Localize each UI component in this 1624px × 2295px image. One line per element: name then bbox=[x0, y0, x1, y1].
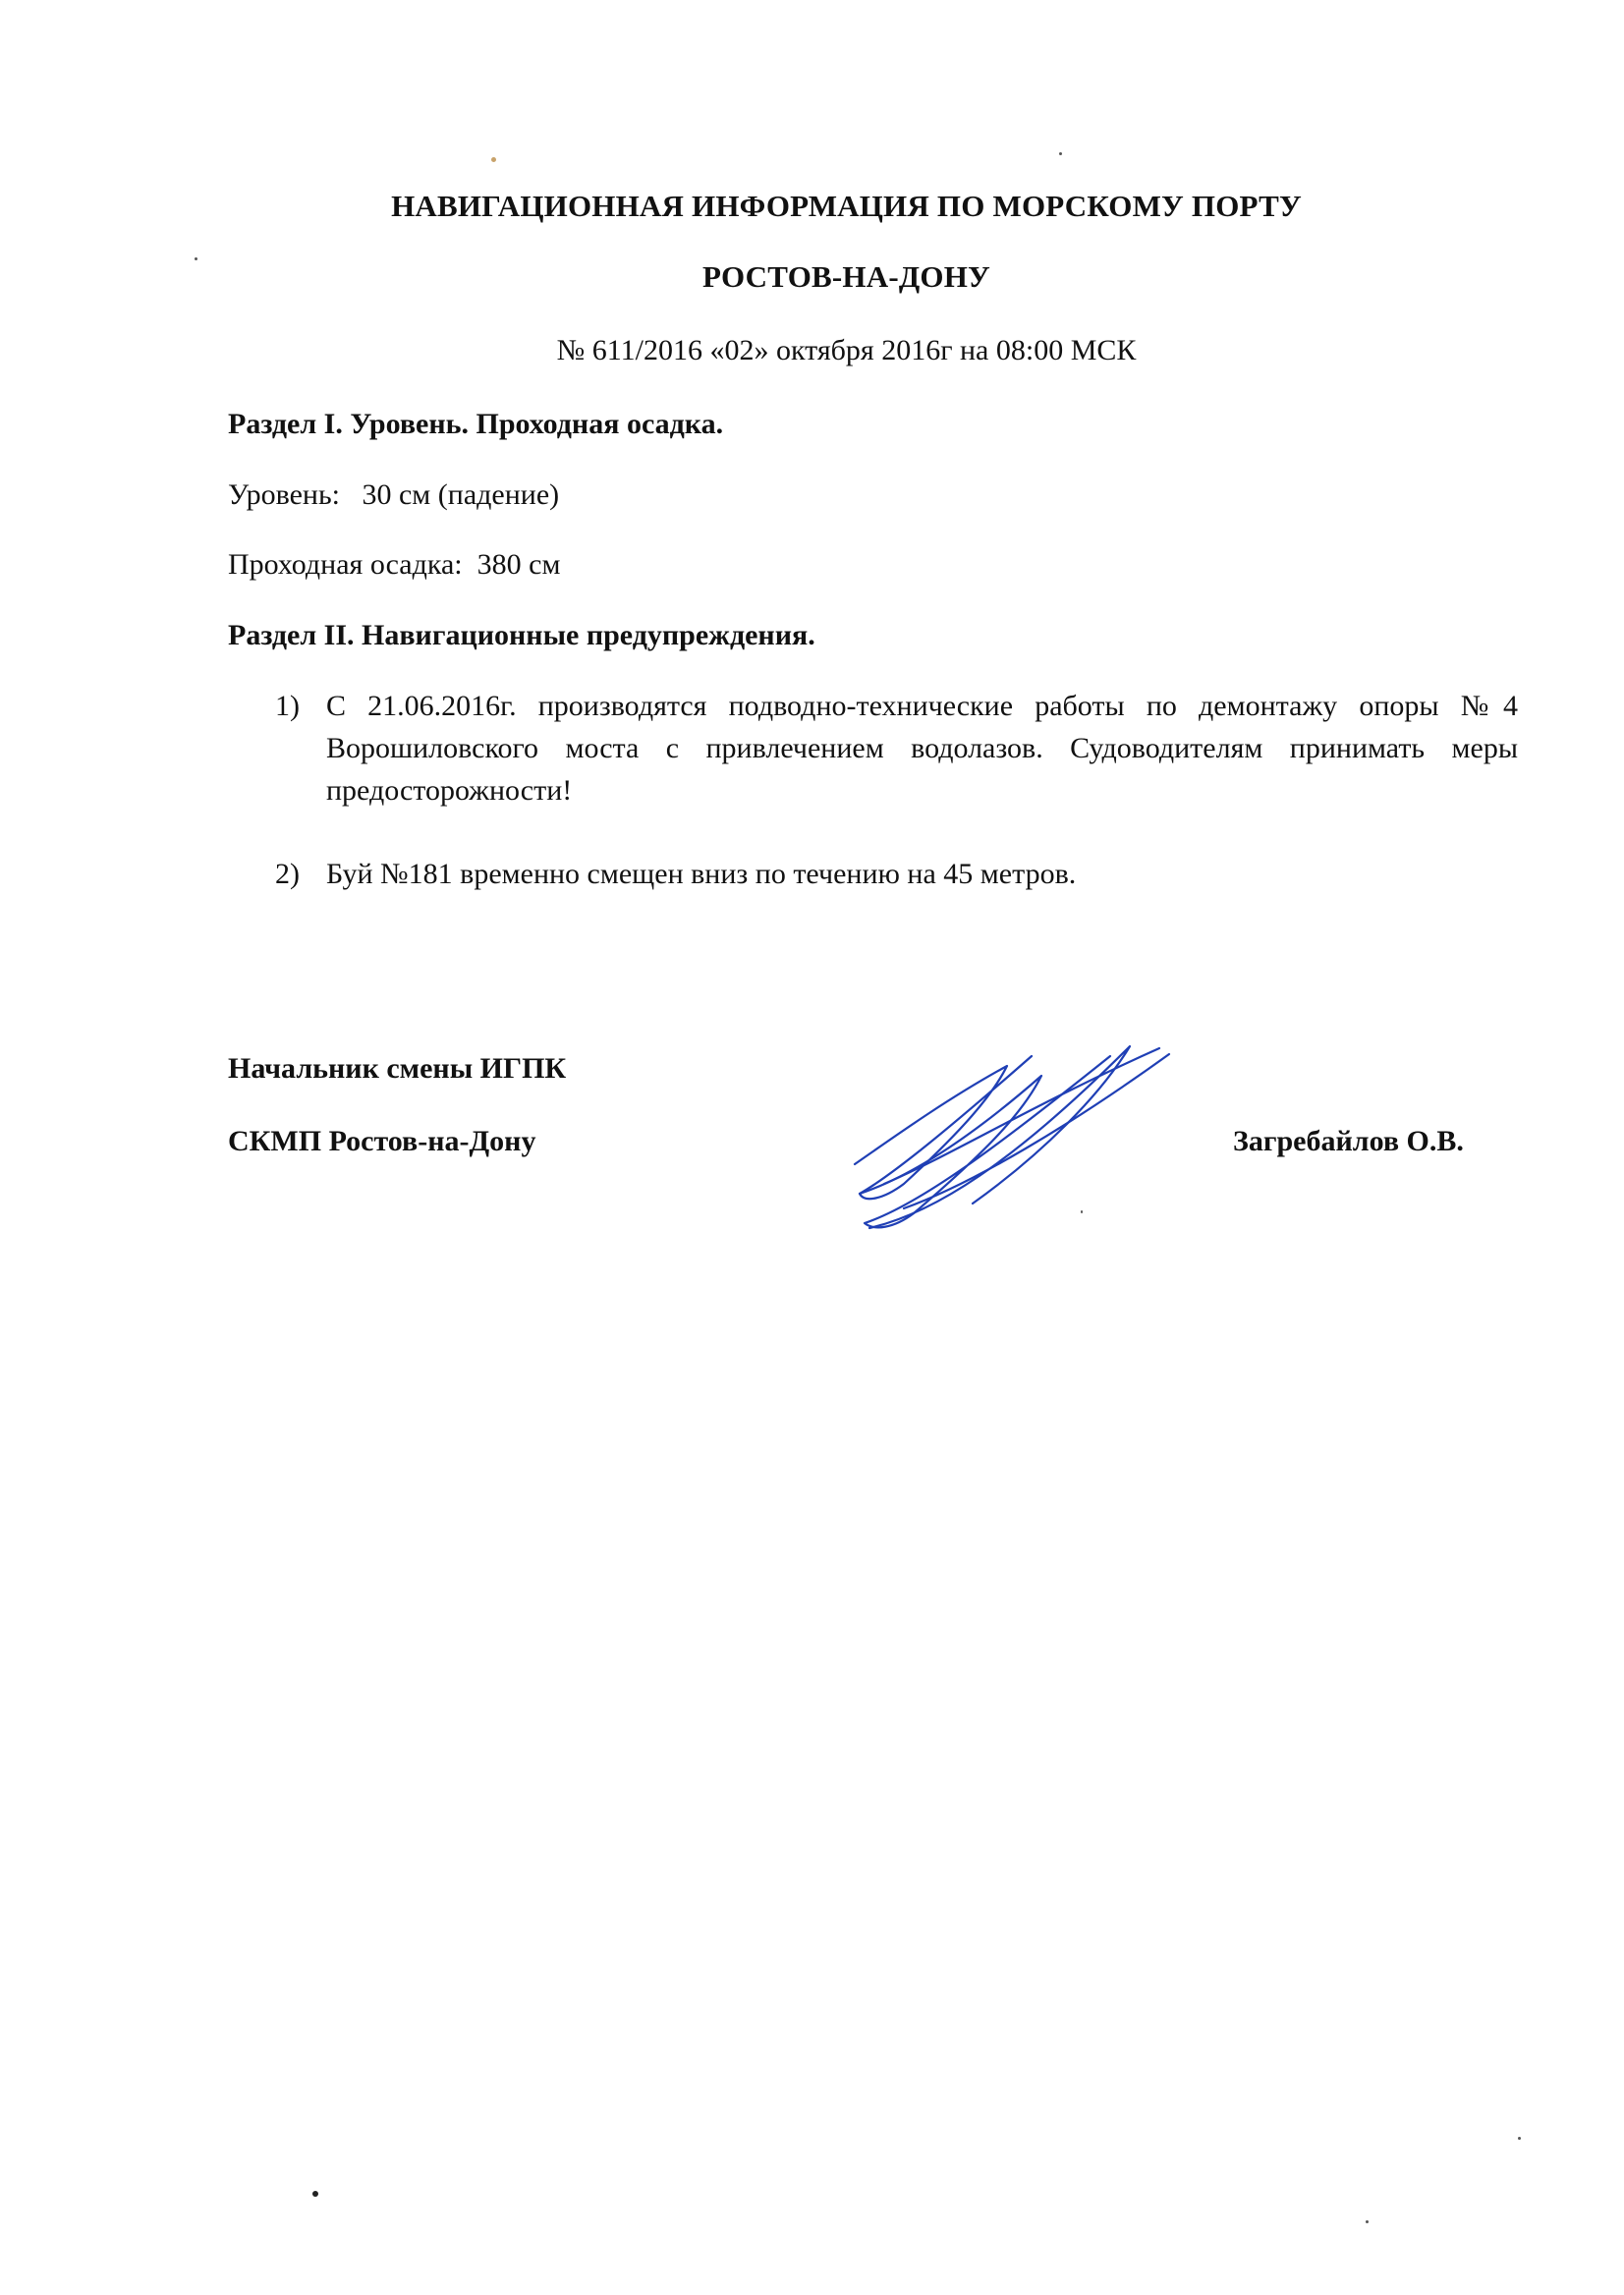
level-label: Уровень: bbox=[228, 478, 340, 511]
warning-number: 1) bbox=[275, 690, 300, 722]
level-value: 30 см (падение) bbox=[362, 478, 560, 511]
level-field bbox=[228, 478, 559, 512]
warning-number: 2) bbox=[275, 858, 300, 890]
draft-value: 380 см bbox=[476, 548, 561, 581]
warning-text: С 21.06.2016г. производятся подводно-технические работы по демонтажу опоры №4 Ворошиловского моста с привлечением водолазов. Судоводителям принимать меры предосторожности! bbox=[326, 690, 1518, 807]
signatory-name: Загребайлов О.В. bbox=[1233, 1125, 1464, 1157]
section-2-heading: Раздел II. Навигационные предупреждения. bbox=[228, 619, 815, 651]
draft-label: Проходная осадка: bbox=[228, 548, 463, 581]
document-title-port: РОСТОВ-НА-ДОНУ bbox=[702, 259, 990, 294]
scan-speck bbox=[312, 2191, 318, 2197]
warning-item bbox=[275, 685, 1518, 812]
document-number-date: № 611/2016 «02» октября 2016г на 08:00 МСК bbox=[556, 334, 1137, 366]
scan-speck bbox=[1081, 1210, 1083, 1213]
warnings-list bbox=[275, 685, 1518, 895]
scan-speck bbox=[491, 157, 496, 162]
scan-speck bbox=[1518, 2137, 1521, 2140]
signatory-position: Начальник смены ИГПК bbox=[228, 1052, 567, 1085]
scan-speck bbox=[1059, 152, 1062, 155]
signatory-organization: СКМП Ростов-на-Дону bbox=[228, 1125, 536, 1157]
scan-speck bbox=[195, 257, 197, 260]
warning-item bbox=[275, 853, 1518, 895]
handwritten-signature bbox=[845, 1036, 1179, 1253]
draft-field bbox=[228, 548, 560, 582]
document-title: НАВИГАЦИОННАЯ ИНФОРМАЦИЯ ПО МОРСКОМУ ПОРТУ bbox=[391, 189, 1302, 223]
warning-text: Буй №181 временно смещен вниз по течению на 45 метров. bbox=[326, 858, 1077, 890]
scan-speck bbox=[1366, 2220, 1369, 2223]
section-1-heading: Раздел I. Уровень. Проходная осадка. bbox=[228, 408, 724, 440]
